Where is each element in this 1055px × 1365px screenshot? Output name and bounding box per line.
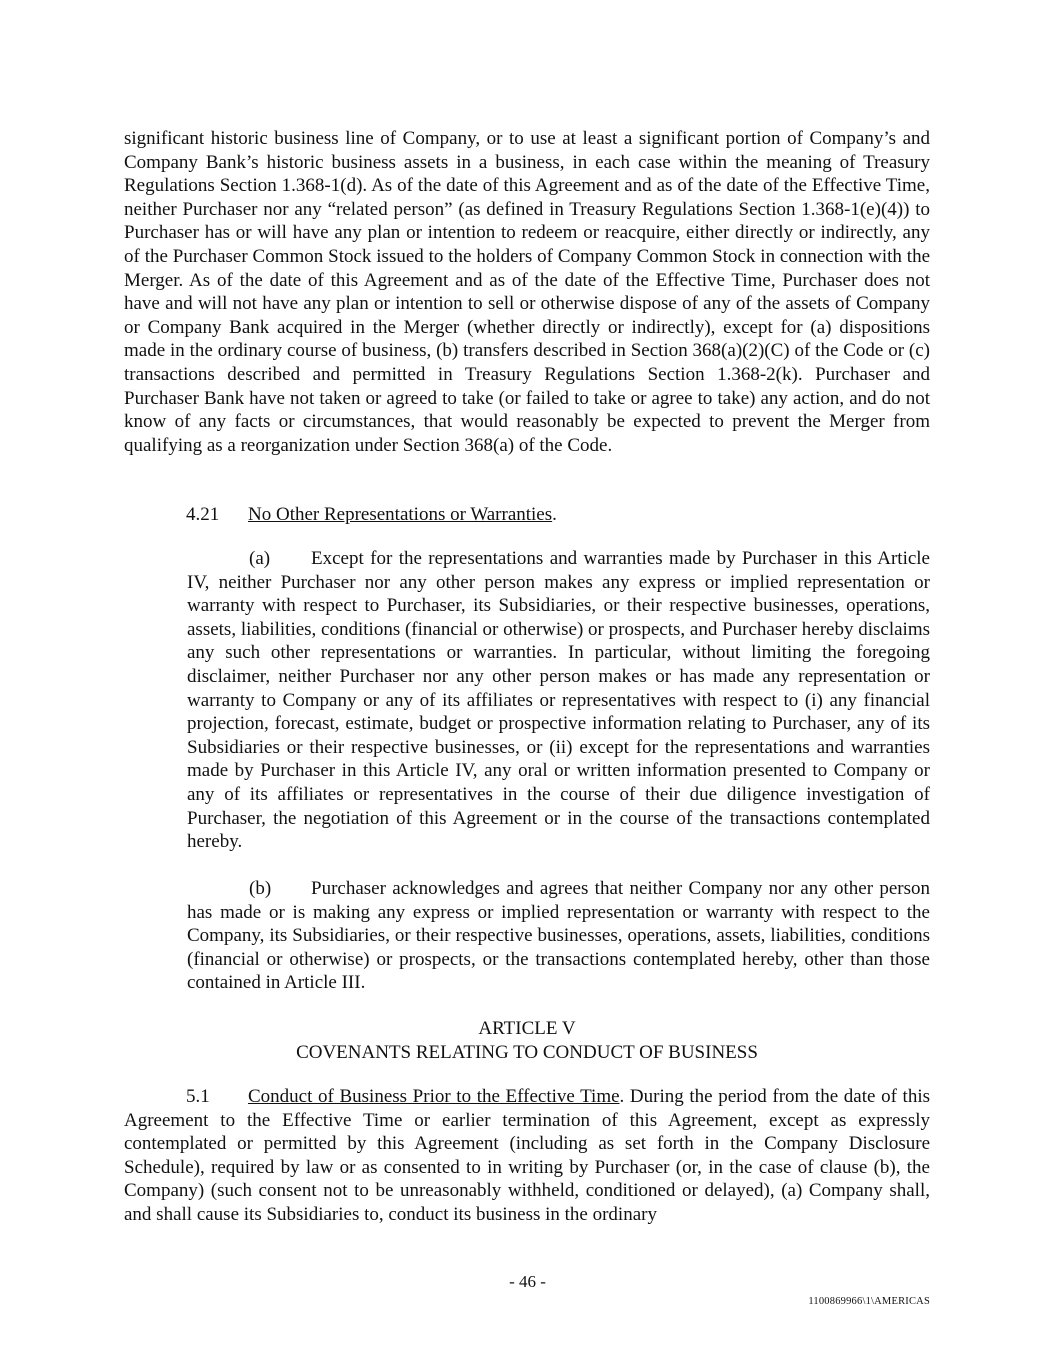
section-number: 5.1	[186, 1086, 210, 1107]
subparagraph-text: Purchaser acknowledges and agrees that neither Company nor any other person has made or is making any express or implied representation or warranty with respect to the Company, its Subsidiaries, or their respective businesses, operations, assets, liabilities, conditions (financial or otherwise) or prospects, or the transactions contemplated hereby, other than those contained in Article III.	[187, 878, 930, 994]
subparagraph-b	[187, 877, 930, 995]
article-number: ARTICLE V	[478, 1018, 576, 1039]
page-number: - 46 -	[509, 1272, 546, 1291]
section-text: . During the period from the date of this Agreement to the Effective Time or earlier termination of this Agreement, except as expressly contemplated or permitted by this Agreement (including as set forth in the Company Disclosure Schedule), required by law or as consented to in writing by Purchaser (or, in the case of clause (b), the Company) (such consent not to be unreasonably withheld, conditioned or delayed), (a) Company shall, and shall cause its Subsidiaries to, conduct its business in the ordinary	[124, 1086, 930, 1225]
section-4-21-heading	[124, 503, 930, 527]
section-title: Conduct of Business Prior to the Effective Time	[248, 1086, 620, 1107]
subparagraph-label: (a)	[249, 548, 271, 569]
section-title: No Other Representations or Warranties	[248, 504, 553, 525]
paragraph-tax-representation: significant historic business line of Company, or to use at least a significant portion of Company’s and Company Bank’s historic business assets in a business, in each case within the meaning of Treasury Regulations Section 1.368-1(d). As of the date of this Agreement and as of the date of the Effective Time, neither Purchaser nor any “related person” (as defined in Treasury Regulations Section 1.368-1(e)(4)) to Purchaser has or will have any plan or intention to redeem or reacquire, either directly or indirectly, any of the Purchaser Common Stock issued to the holders of Company Common Stock in connection with the Merger. As of the date of this Agreement and as of the date of the Effective Time, Purchaser does not have and will not have any plan or intention to sell or otherwise dispose of any of the assets of Company or Company Bank acquired in the Merger (whether directly or indirectly), except for (a) dispositions made in the ordinary course of business, (b) transfers described in Section 368(a)(2)(C) of the Code or (c) transactions described and permitted in Treasury Regulations Section 1.368-2(k). Purchaser and Purchaser Bank have not taken or agreed to take (or failed to take or agree to take) any action, and do not know of any facts or circumstances, that would reasonably be expected to prevent the Merger from qualifying as a reorganization under Section 368(a) of the Code.	[124, 128, 930, 456]
document-id: 1100869966\1\AMERICAS	[808, 1296, 930, 1307]
subparagraph-label: (b)	[249, 878, 272, 899]
section-5-1	[124, 1085, 930, 1227]
subparagraph-a	[187, 547, 930, 854]
section-number: 4.21	[186, 504, 220, 525]
subparagraph-text: Except for the representations and warranties made by Purchaser in this Article IV, neither Purchaser nor any other person makes any express or implied representation or warranty with respect to Purchaser, its Subsidiaries, or their respective businesses, operations, assets, liabilities, conditions (financial or otherwise) or prospects, and Purchaser hereby disclaims any such other representations or warranties. In particular, without limiting the foregoing disclaimer, neither Purchaser nor any other person makes or has made any representation or warranty to Company or any of its affiliates or representatives with respect to (i) any financial projection, forecast, estimate, budget or prospective information relating to Purchaser, any of its Subsidiaries or their respective businesses, or (ii) except for the representations and warranties made by Purchaser in this Article IV, any oral or written information presented to Company or any of its affiliates or representatives in the course of their due diligence investigation of Purchaser, the negotiation of this Agreement or in the course of the transactions contemplated hereby.	[187, 548, 930, 853]
section-title-suffix: .	[552, 504, 557, 525]
article-title: COVENANTS RELATING TO CONDUCT OF BUSINESS	[296, 1042, 758, 1063]
